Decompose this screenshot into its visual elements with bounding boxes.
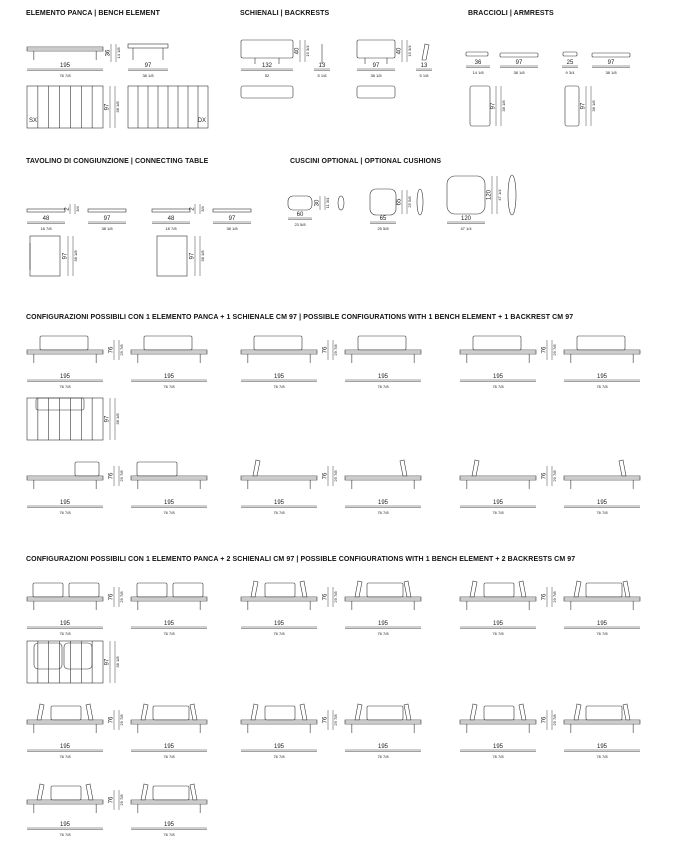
dim-label: 195 [377, 500, 389, 506]
dim-label-inches: 29 7/8 [333, 470, 338, 482]
dim-label: 76 [322, 593, 329, 601]
dim-label-inches: 38 1/8 [370, 73, 382, 78]
table-plan [30, 236, 60, 276]
dim-label: 195 [377, 621, 389, 627]
dim-label: 76 [108, 716, 115, 724]
dim-label-inches: 29 7/8 [552, 344, 557, 356]
config-armrest [470, 581, 477, 597]
dim-label-inches: 38 1/8 [605, 70, 617, 75]
config-armrest [623, 581, 630, 597]
dim-label: 195 [59, 500, 71, 506]
dim-label-inches: 76 7/8 [59, 73, 71, 78]
dim-label: 76 [108, 796, 115, 804]
dim-label-inches: 38 1/8 [142, 73, 154, 78]
dim-label: 2 [189, 207, 196, 211]
dim-label-inches: 76 7/8 [377, 754, 389, 759]
dim-label: 195 [377, 374, 389, 380]
cushion-120 [447, 176, 485, 214]
config-2-plan-backrest [64, 643, 92, 669]
config-armrest [37, 704, 44, 720]
dim-label-inches: 76 7/8 [377, 510, 389, 515]
dim-label: 40 [396, 47, 403, 55]
bench-plan-view [27, 86, 103, 128]
config-2b-back [137, 583, 167, 597]
config-2b-back [153, 706, 189, 720]
config-armrest [400, 460, 407, 476]
dim-label-inches: 76 7/8 [273, 384, 285, 389]
dim-label-inches: 18 7/8 [40, 226, 52, 231]
table-side [27, 209, 65, 212]
dim-label: 195 [273, 374, 285, 380]
dim-label-inches: 38 1/8 [591, 100, 596, 112]
dim-label: 76 [541, 346, 548, 354]
config-armrest [141, 704, 148, 720]
dim-label: 97 [607, 60, 615, 66]
dim-label-inches: 38 1/8 [226, 226, 238, 231]
dim-label-inches: 47 1/4 [460, 226, 472, 231]
dim-label: 36 [105, 49, 112, 57]
dim-label: 195 [492, 500, 504, 506]
dim-label: 195 [163, 374, 175, 380]
dim-label-inches: 38 1/8 [115, 101, 120, 113]
backrest-side-view [422, 44, 429, 60]
config-1b-back [137, 462, 177, 476]
dim-label-inches: 29 7/8 [119, 344, 124, 356]
config-2b-back [367, 706, 403, 720]
armrest-plan-25 [565, 86, 579, 126]
dim-label-inches: 23 5/8 [294, 222, 306, 227]
config-1b-back [577, 336, 625, 350]
dim-label-inches: 76 7/8 [163, 832, 175, 837]
dim-label: 195 [492, 744, 504, 750]
config-1b-back [40, 336, 88, 350]
dim-label-inches: 76 7/8 [377, 631, 389, 636]
dim-label: 30 [314, 199, 321, 207]
dim-label: 97 [144, 63, 152, 69]
dim-label: 195 [59, 744, 71, 750]
dim-label-inches: 15 3/4 [407, 45, 412, 57]
config-armrest [251, 581, 258, 597]
dim-label: 97 [490, 102, 497, 110]
dim-label: 195 [163, 621, 175, 627]
dim-label: 97 [62, 252, 69, 260]
config-2b-back [265, 706, 295, 720]
dim-label: 195 [273, 621, 285, 627]
dim-label: 13 [420, 63, 428, 69]
dim-label: 97 [104, 415, 111, 423]
dim-label-inches: 11 3/4 [325, 197, 330, 209]
config-2-plan [27, 641, 103, 683]
dim-label: 195 [59, 63, 71, 69]
backrest-plan-132 [241, 86, 293, 98]
config-2b-back [484, 583, 514, 597]
config-armrest [253, 460, 260, 476]
dim-label: 132 [261, 63, 273, 69]
dim-label: 195 [59, 374, 71, 380]
dim-label-inches: 76 7/8 [273, 754, 285, 759]
dim-label: 97 [515, 60, 523, 66]
dim-label-inches: 76 7/8 [163, 510, 175, 515]
config-last-back [51, 786, 81, 800]
dim-label: 97 [372, 63, 380, 69]
dim-label-inches: 29 7/8 [333, 344, 338, 356]
config-armrest [86, 704, 93, 720]
dim-label-inches: 38 1/8 [101, 226, 113, 231]
dim-label-inches: 76 7/8 [163, 754, 175, 759]
dim-label-inches: 76 7/8 [492, 754, 504, 759]
dim-label: 195 [163, 744, 175, 750]
dim-label-inches: 47 1/4 [497, 189, 502, 201]
dim-label: 60 [296, 212, 304, 218]
config-armrest [404, 704, 411, 720]
dim-label: 76 [541, 472, 548, 480]
config-2b-back [586, 706, 622, 720]
dim-label: 76 [108, 346, 115, 354]
dim-label: 76 [322, 346, 329, 354]
config-armrest [355, 581, 362, 597]
dim-label-inches: 29 7/8 [333, 591, 338, 603]
dim-label-inches: 38 1/8 [115, 413, 120, 425]
config-armrest [619, 460, 626, 476]
config-1b-back [254, 336, 302, 350]
dim-label-inches: 29 7/8 [333, 714, 338, 726]
table-front-b [213, 209, 251, 212]
backrest-plan-97 [357, 86, 395, 98]
config-armrest [472, 460, 479, 476]
heading-connecting-table: TAVOLINO DI CONGIUNZIONE | CONNECTING TABLE [26, 158, 209, 165]
dim-label-inches: 9 3/4 [565, 70, 575, 75]
config-1-plan [27, 398, 103, 440]
config-armrest [37, 784, 44, 800]
dim-label: 2 [64, 207, 71, 211]
dim-label: 195 [163, 822, 175, 828]
armrest-36 [466, 52, 488, 56]
dim-label: 25 [566, 60, 574, 66]
config-armrest [519, 581, 526, 597]
config-2b-back [586, 583, 622, 597]
dim-label: 76 [108, 472, 115, 480]
dim-label-inches: 14 1/8 [116, 47, 121, 59]
dim-label: 97 [103, 216, 111, 222]
armrest-97-top-b [592, 53, 630, 57]
cushion-65 [370, 189, 396, 215]
dim-label: 195 [596, 374, 608, 380]
dim-label-inches: 3/4 [200, 206, 205, 212]
dim-label: 97 [189, 252, 196, 260]
dim-label: 195 [163, 500, 175, 506]
dim-label-inches: 18 7/8 [165, 226, 177, 231]
config-armrest [86, 784, 93, 800]
dim-label: 195 [59, 621, 71, 627]
dim-label-inches: 76 7/8 [59, 754, 71, 759]
config-1-plan-backrest [36, 398, 84, 410]
config-2b-back [69, 583, 99, 597]
label-dx: DX [197, 118, 206, 124]
dim-label-inches: 76 7/8 [377, 384, 389, 389]
dim-label-inches: 76 7/8 [273, 510, 285, 515]
dim-label-inches: 38 1/8 [501, 100, 506, 112]
dim-label-inches: 52 [264, 73, 270, 78]
cushion-120-side [508, 175, 516, 215]
heading-config-one-backrest: CONFIGURAZIONI POSSIBILI CON 1 ELEMENTO PANCA + 1 SCHIENALE CM 97 | POSSIBLE CONFIGURATIONS WITH 1 BENCH ELEMENT + 1 BACKREST CM 97 [26, 314, 574, 321]
dim-label-inches: 76 7/8 [596, 631, 608, 636]
dim-label-inches: 76 7/8 [273, 631, 285, 636]
dim-label: 195 [492, 621, 504, 627]
dim-label-inches: 76 7/8 [492, 384, 504, 389]
dim-label-inches: 25 5/8 [377, 226, 389, 231]
table-side-b [152, 209, 190, 212]
dim-label-inches: 38 1/8 [513, 70, 525, 75]
dim-label: 76 [108, 593, 115, 601]
dim-label-inches: 38 1/8 [200, 250, 205, 262]
cushion-60-side [338, 196, 344, 210]
dim-label-inches: 76 7/8 [59, 510, 71, 515]
dim-label: 195 [273, 500, 285, 506]
backrest-97 [357, 40, 395, 58]
cushion-60 [288, 196, 312, 210]
config-armrest [574, 704, 581, 720]
table-plan-b [157, 236, 187, 276]
dim-label-inches: 29 7/8 [119, 714, 124, 726]
dim-label-inches: 76 7/8 [59, 832, 71, 837]
config-1b-back [144, 336, 192, 350]
dim-label-inches: 76 7/8 [596, 754, 608, 759]
dim-label: 195 [492, 374, 504, 380]
dim-label-inches: 25 5/8 [407, 196, 412, 208]
config-armrest [623, 704, 630, 720]
dim-label: 195 [596, 500, 608, 506]
dim-label-inches: 29 7/8 [119, 591, 124, 603]
dim-label-inches: 38 1/8 [73, 250, 78, 262]
armrest-97-top [500, 53, 538, 57]
dim-label-inches: 76 7/8 [163, 631, 175, 636]
dim-label: 195 [273, 744, 285, 750]
config-armrest [519, 704, 526, 720]
config-2b-back [484, 706, 514, 720]
dim-label-inches: 3/4 [75, 206, 80, 212]
dim-label: 76 [541, 593, 548, 601]
dim-label-inches: 29 7/8 [552, 591, 557, 603]
dim-label: 97 [104, 658, 111, 666]
dim-label: 76 [541, 716, 548, 724]
dim-label: 76 [322, 472, 329, 480]
dim-label-inches: 29 7/8 [552, 714, 557, 726]
armrest-25 [563, 52, 577, 56]
label-sx: SX [29, 118, 38, 124]
heading-bench-element: ELEMENTO PANCA | BENCH ELEMENT [26, 10, 160, 17]
dim-label: 65 [396, 198, 403, 206]
bench-side-view [128, 44, 168, 48]
dim-label: 36 [474, 60, 482, 66]
dim-label-inches: 76 7/8 [596, 384, 608, 389]
dim-label: 97 [228, 216, 236, 222]
dim-label-inches: 5 1/8 [419, 73, 429, 78]
config-1b-back [473, 336, 521, 350]
dim-label: 65 [379, 216, 387, 222]
dim-label-inches: 76 7/8 [59, 631, 71, 636]
config-armrest [141, 784, 148, 800]
dim-label-inches: 76 7/8 [163, 384, 175, 389]
config-2b-back [367, 583, 403, 597]
heading-backrests: SCHIENALI | BACKRESTS [240, 10, 330, 17]
heading-config-two-backrests: CONFIGURAZIONI POSSIBILI CON 1 ELEMENTO PANCA + 2 SCHIENALI CM 97 | POSSIBLE CONFIGURATIONS WITH 1 BENCH ELEMENT + 2 BACKRESTS CM 97 [26, 556, 576, 563]
cushion-65-side [417, 189, 423, 215]
config-2b-back [265, 583, 295, 597]
dim-label: 120 [460, 216, 472, 222]
config-1b-back [358, 336, 406, 350]
config-armrest [300, 704, 307, 720]
config-1b-back [75, 462, 99, 476]
dim-label-inches: 76 7/8 [59, 384, 71, 389]
dim-label-inches: 14 1/8 [472, 70, 484, 75]
config-armrest [190, 784, 197, 800]
config-armrest [251, 704, 258, 720]
dim-label-inches: 38 1/8 [115, 656, 120, 668]
config-armrest [355, 704, 362, 720]
backrest-132 [241, 40, 293, 58]
dim-label-inches: 76 7/8 [492, 631, 504, 636]
heading-optional-cushions: CUSCINI OPTIONAL | OPTIONAL CUSHIONS [290, 158, 442, 165]
dim-label: 195 [596, 744, 608, 750]
dim-label: 195 [596, 621, 608, 627]
dim-label-inches: 5 1/8 [317, 73, 327, 78]
dim-label: 40 [294, 47, 301, 55]
config-armrest [404, 581, 411, 597]
dim-label-inches: 15 3/4 [305, 45, 310, 57]
dim-label: 76 [322, 716, 329, 724]
dim-label-inches: 76 7/8 [596, 510, 608, 515]
dim-label: 97 [104, 103, 111, 111]
table-front [88, 209, 126, 212]
config-last-back [153, 786, 189, 800]
config-2-plan-backrest [34, 643, 62, 669]
config-2b-back [33, 583, 63, 597]
dim-label: 195 [59, 822, 71, 828]
dim-label-inches: 29 7/8 [119, 470, 124, 482]
config-2b-back [173, 583, 203, 597]
config-armrest [574, 581, 581, 597]
dim-label: 13 [318, 63, 326, 69]
config-armrest [470, 704, 477, 720]
dim-label: 97 [580, 102, 587, 110]
config-armrest [190, 704, 197, 720]
dim-label: 195 [377, 744, 389, 750]
dim-label: 48 [167, 216, 175, 222]
armrest-plan-36 [470, 86, 490, 126]
dim-label: 120 [486, 189, 493, 201]
config-armrest [300, 581, 307, 597]
dim-label-inches: 76 7/8 [492, 510, 504, 515]
config-2b-back [51, 706, 81, 720]
dim-label-inches: 29 7/8 [119, 794, 124, 806]
dim-label-inches: 29 7/8 [552, 470, 557, 482]
heading-armrests: BRACCIOLI | ARMRESTS [468, 10, 554, 17]
dim-label: 48 [42, 216, 50, 222]
